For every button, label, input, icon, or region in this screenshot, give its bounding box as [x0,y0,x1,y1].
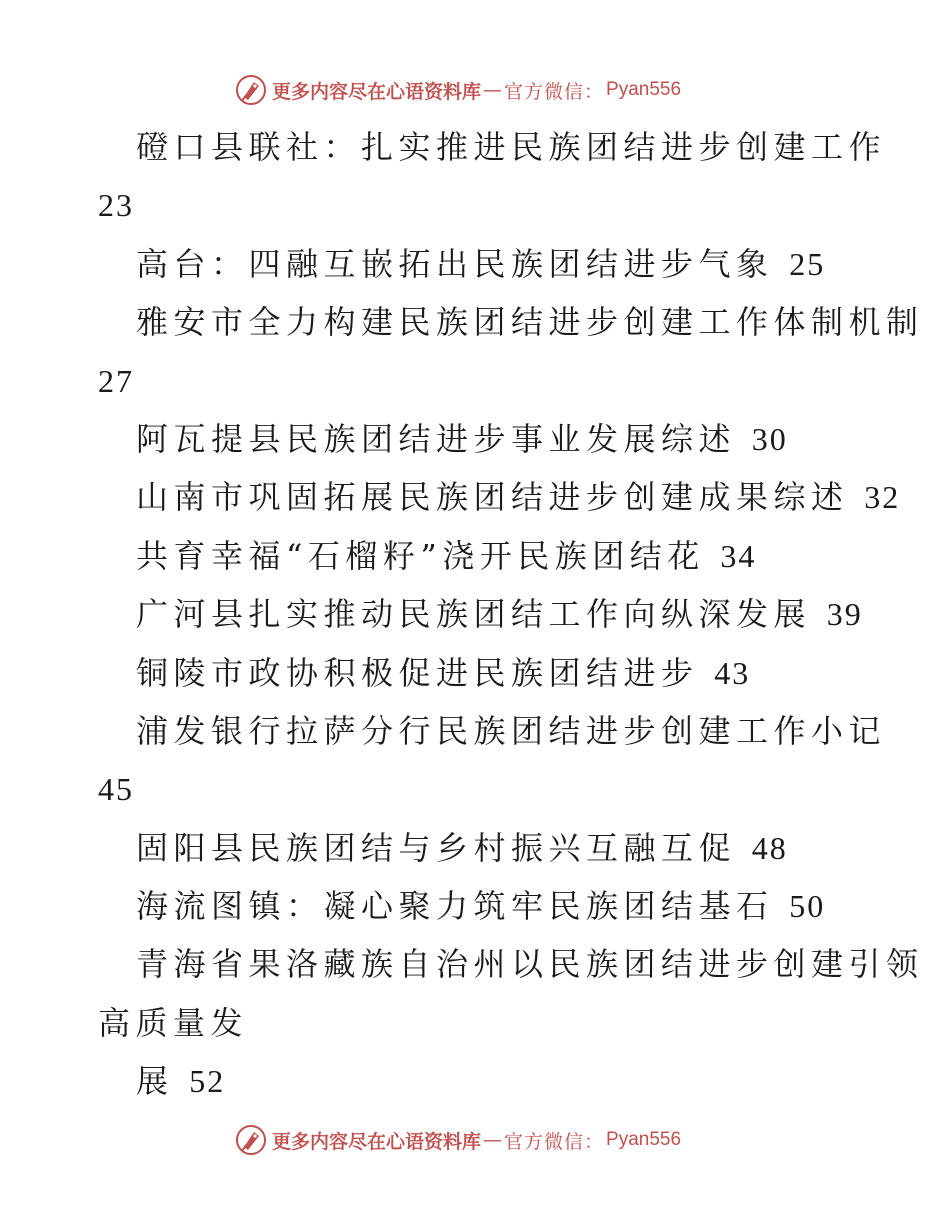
toc-entry [98,410,858,468]
toc-entry-page: 48 [751,829,788,866]
toc-entry [98,702,887,760]
toc-entry-page: 39 [826,596,863,633]
toc-entry [98,935,924,993]
footer-watermark [234,1120,681,1160]
toc-entry-page: 52 [189,1063,226,1100]
watermark-id: Pyan556 [606,1129,682,1150]
toc-entry-title: 山南市巩固拓展民族团结进步创建成果综述 [136,478,849,517]
toc-entry-page: 23 [98,187,134,224]
toc-entry [98,585,863,643]
toc-entry-page-line [98,176,858,234]
watermark-dash: — [483,79,503,101]
toc-entry-title: 固阳县民族团结与乡村振兴互融互促 [136,828,737,867]
pen-nib-logo-icon [234,1123,268,1157]
toc-entry-page: 27 [98,362,134,399]
toc-entry-page-line [98,352,858,410]
toc-entry-page: 43 [714,654,751,691]
toc-entry-title-continued: 高质量发 [98,1003,249,1042]
toc-entry [98,644,858,702]
pen-nib-logo-icon [234,73,268,107]
toc-entry-title: 青海省果洛藏族自治州以民族团结进步创建引领 [136,945,924,984]
toc-entry-page-line [98,760,858,818]
toc-entry-title: 高台：四融互嵌拓出民族团结进步气象 [136,244,774,283]
watermark-text: 更多内容尽在心语资料库 [272,80,482,103]
toc-entry-title: 雅安市全力构建民族团结进步创建工作体制机制 [136,303,924,342]
toc-entry-title: 广河县扎实推动民族团结工作向纵深发展 [136,595,812,634]
toc-entry-title: 磴口县联社：扎实推进民族团结进步创建工作 [136,128,887,166]
header-watermark [234,70,681,110]
toc-entry [98,468,901,526]
watermark-text: 更多内容尽在心语资料库 [272,1130,482,1153]
watermark-label: 官方微信： [504,80,605,103]
watermark-label: 官方微信： [504,1130,605,1153]
toc-entry-page: 50 [789,888,826,925]
toc-entry-title: 阿瓦提县民族团结进步事业发展综述 [136,419,737,458]
toc-entry [98,527,858,585]
toc-entry [98,819,858,877]
toc-entry-title: 铜陵市政协积极促进民族团结进步 [136,653,699,692]
toc-entry-page: 34 [720,537,757,574]
toc-entry-continuation [98,994,858,1052]
toc-entry-continuation [98,1052,858,1110]
toc-entry-title: 浦发银行拉萨分行民族团结进步创建工作小记 [136,711,887,750]
toc-entry [98,293,924,351]
toc-entry-page: 32 [864,479,901,516]
toc-entry-page: 30 [751,420,788,457]
toc-entry [98,118,887,176]
watermark-id: Pyan556 [606,79,682,100]
toc-entry [98,235,858,293]
toc-list [98,118,924,1111]
toc-entry-page: 25 [789,245,826,282]
watermark-dash: — [483,1129,503,1151]
toc-entry [98,877,858,935]
toc-entry-title: 共育幸福“石榴籽”浇开民族团结花 [136,536,705,575]
toc-entry-title: 海流图镇：凝心聚力筑牢民族团结基石 [136,887,774,926]
toc-entry-title-tail: 展 [136,1062,174,1101]
toc-entry-page: 45 [98,771,134,808]
